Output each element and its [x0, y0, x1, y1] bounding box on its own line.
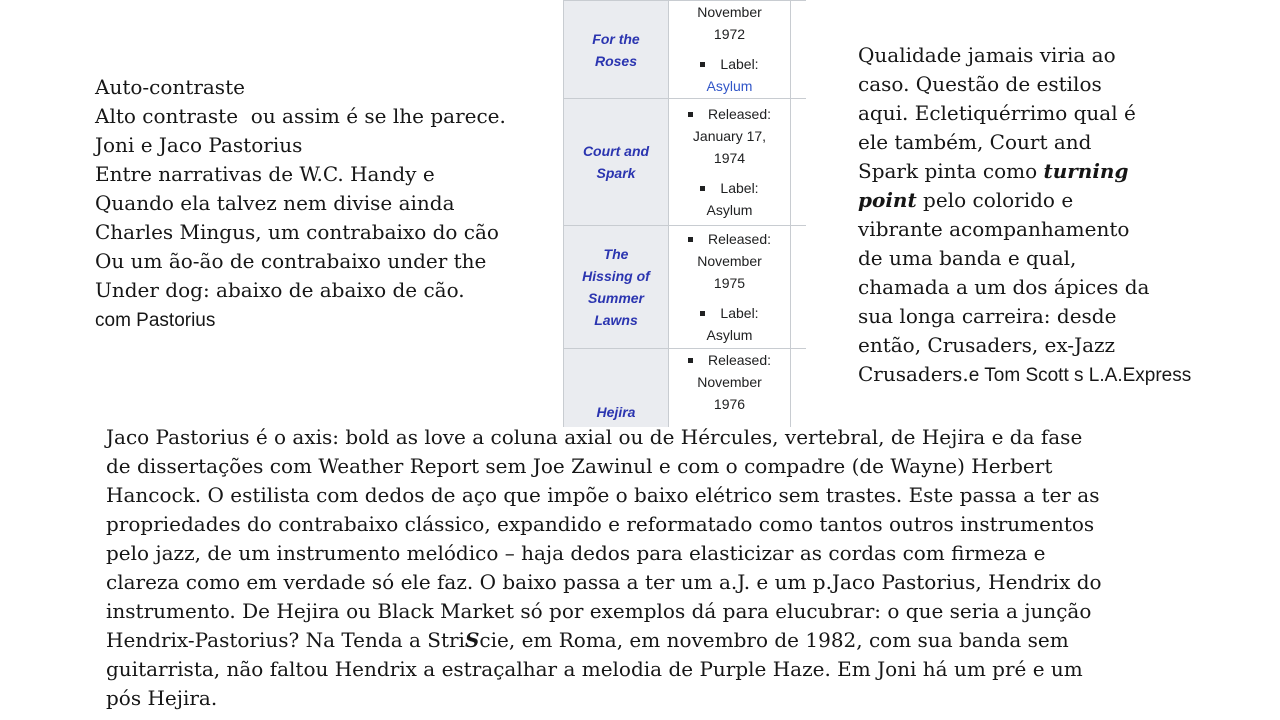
- text-segment: Auto-contraste: [95, 75, 245, 99]
- clipped-column: [791, 1, 807, 99]
- poem-line: [95, 102, 506, 131]
- text-segment: com Pastorius: [95, 310, 216, 331]
- essay-line: [106, 684, 1102, 713]
- detail-value: Asylum: [706, 327, 753, 343]
- album-title-cell: [564, 99, 669, 226]
- text-segment: pelo jazz, de um instrumento melódico – haja dedos para elasticizar as cordas com firmeza e: [106, 541, 1046, 565]
- detail-label: Released:: [707, 106, 772, 122]
- clipped-column: [791, 99, 807, 226]
- text-segment: Charles Mingus, um contrabaixo do cão: [95, 220, 499, 244]
- text-segment: sua longa carreira: desde: [858, 304, 1117, 328]
- essay-line: [106, 452, 1102, 481]
- album-row: [564, 99, 807, 226]
- commentary-line: [858, 186, 1191, 215]
- text-segment: Joni e Jaco Pastorius: [95, 133, 303, 157]
- text-segment: caso. Questão de estilos: [858, 72, 1102, 96]
- essay-line: [106, 568, 1102, 597]
- text-segment: Crusaders.: [858, 362, 969, 386]
- text-segment: Hancock. O estilista com dedos de aço que impõe o baixo elétrico sem trastes. Este passa a ter as: [106, 483, 1100, 507]
- album-title-cell: [564, 1, 669, 99]
- album-table: [563, 0, 806, 427]
- release-details-cell: [669, 226, 791, 349]
- text-segment: S: [464, 628, 480, 652]
- poem-line: [95, 247, 506, 276]
- detail-item: [669, 1, 790, 45]
- essay-line: [106, 423, 1102, 452]
- text-segment: de uma banda e qual,: [858, 246, 1077, 270]
- text-segment: propriedades do contrabaixo clássico, expandido e reformatado como tantos outros instrumentos: [106, 512, 1095, 536]
- commentary-line: [858, 244, 1191, 273]
- square-bullet-icon: [700, 62, 705, 67]
- essay-line: [106, 510, 1102, 539]
- essay-line: [106, 626, 1102, 655]
- poem-block: [95, 73, 506, 334]
- detail-value: 1972: [713, 26, 746, 42]
- commentary-line: [858, 215, 1191, 244]
- commentary-line: [858, 70, 1191, 99]
- text-segment: Jaco Pastorius é o axis: bold as love a coluna axial ou de Hércules, vertebral, de Hejira e da fase: [106, 425, 1083, 449]
- album-link[interactable]: For the Roses: [592, 30, 640, 69]
- album-link[interactable]: Court and Spark: [582, 143, 650, 181]
- square-bullet-icon: [700, 311, 705, 316]
- text-segment: e Tom Scott s L.A.Express: [968, 365, 1192, 386]
- commentary-line: [858, 157, 1191, 186]
- detail-value: January 17,: [692, 128, 767, 144]
- poem-line: [95, 189, 506, 218]
- text-segment: turning: [1043, 159, 1129, 183]
- commentary-line: [858, 273, 1191, 302]
- clipped-column: [791, 349, 807, 428]
- text-segment: ele também, Court and: [858, 130, 1092, 154]
- discography-table: [563, 0, 806, 427]
- text-segment: point: [858, 188, 917, 212]
- release-details-cell: [669, 349, 791, 428]
- poem-line: [95, 131, 506, 160]
- detail-label: Released:: [707, 231, 772, 247]
- detail-value: November: [697, 253, 762, 269]
- album-title-cell: [564, 226, 669, 349]
- detail-label: Label:: [720, 180, 759, 196]
- text-segment: Quando ela talvez nem divise ainda: [95, 191, 455, 215]
- square-bullet-icon: [700, 186, 705, 191]
- commentary-line: [858, 331, 1191, 360]
- detail-value: November: [697, 4, 762, 20]
- clipped-column: [791, 226, 807, 349]
- detail-item: [669, 103, 790, 169]
- poem-line: [95, 73, 506, 102]
- album-row: [564, 1, 807, 99]
- essay-line: [106, 597, 1102, 626]
- album-row: [564, 226, 807, 349]
- poem-line: [95, 218, 506, 247]
- square-bullet-icon: [688, 112, 693, 117]
- text-segment: vibrante acompanhamento: [858, 217, 1130, 241]
- text-segment: instrumento. De Hejira ou Black Market só por exemplos dá para elucubrar: o que seria a junção: [106, 599, 1092, 623]
- square-bullet-icon: [688, 358, 693, 363]
- text-segment: Spark pinta como: [858, 159, 1044, 183]
- detail-item: [669, 53, 790, 97]
- text-segment: Alto contraste ou assim é se lhe parece.: [95, 104, 506, 128]
- poem-line: [95, 305, 506, 334]
- album-link[interactable]: The Hissing of Summer Lawns: [582, 246, 650, 328]
- album-title-cell: [564, 349, 669, 428]
- text-segment: Under dog: abaixo de abaixo de cão.: [95, 278, 465, 302]
- detail-value: 1976: [713, 396, 746, 412]
- text-segment: pós Hejira.: [106, 686, 218, 710]
- poem-line: [95, 160, 506, 189]
- detail-item: [669, 302, 790, 346]
- text-segment: guitarrista, não faltou Hendrix a estraçalhar a melodia de Purple Haze. Em Joni há um pré e um: [106, 657, 1083, 681]
- commentary-line: [858, 128, 1191, 157]
- album-link[interactable]: Hejira: [596, 404, 636, 420]
- release-details-cell: [669, 1, 791, 99]
- commentary-line: [858, 360, 1191, 389]
- detail-item: [669, 349, 790, 415]
- record-label-link[interactable]: Asylum: [706, 78, 753, 94]
- text-segment: cie, em Roma, em novembro de 1982, com sua banda sem: [479, 628, 1069, 652]
- text-segment: de dissertações com Weather Report sem Joe Zawinul e com o compadre (de Wayne) Herbert: [106, 454, 1053, 478]
- text-segment: aqui. Ecletiquérrimo qual é: [858, 101, 1136, 125]
- square-bullet-icon: [688, 237, 693, 242]
- text-segment: clareza como em verdade só ele faz. O baixo passa a ter um a.J. e um p.Jaco Pastorius, Hendrix do: [106, 570, 1102, 594]
- detail-label: Label:: [720, 56, 759, 72]
- text-segment: chamada a um dos ápices da: [858, 275, 1150, 299]
- detail-label: Label:: [720, 305, 759, 321]
- detail-value: 1974: [713, 150, 746, 166]
- detail-item: [669, 228, 790, 294]
- commentary-line: [858, 99, 1191, 128]
- detail-value: Asylum: [706, 202, 753, 218]
- text-segment: Entre narrativas de W.C. Handy e: [95, 162, 435, 186]
- text-segment: Hendrix-Pastorius? Na Tenda a Stri: [106, 628, 465, 652]
- detail-item: [669, 177, 790, 221]
- detail-value: 1975: [713, 275, 746, 291]
- essay-line: [106, 481, 1102, 510]
- commentary-block: [858, 41, 1191, 389]
- detail-label: Released:: [707, 352, 772, 368]
- release-details-cell: [669, 99, 791, 226]
- essay-line: [106, 655, 1102, 684]
- detail-value: November: [697, 374, 762, 390]
- text-segment: Qualidade jamais viria ao: [858, 43, 1116, 67]
- text-segment: então, Crusaders, ex-Jazz: [858, 333, 1116, 357]
- text-segment: pelo colorido e: [916, 188, 1074, 212]
- poem-line: [95, 276, 506, 305]
- commentary-line: [858, 41, 1191, 70]
- text-segment: Ou um ão-ão de contrabaixo under the: [95, 249, 487, 273]
- essay-paragraph: [106, 423, 1102, 713]
- commentary-line: [858, 302, 1191, 331]
- album-row: [564, 349, 807, 428]
- essay-line: [106, 539, 1102, 568]
